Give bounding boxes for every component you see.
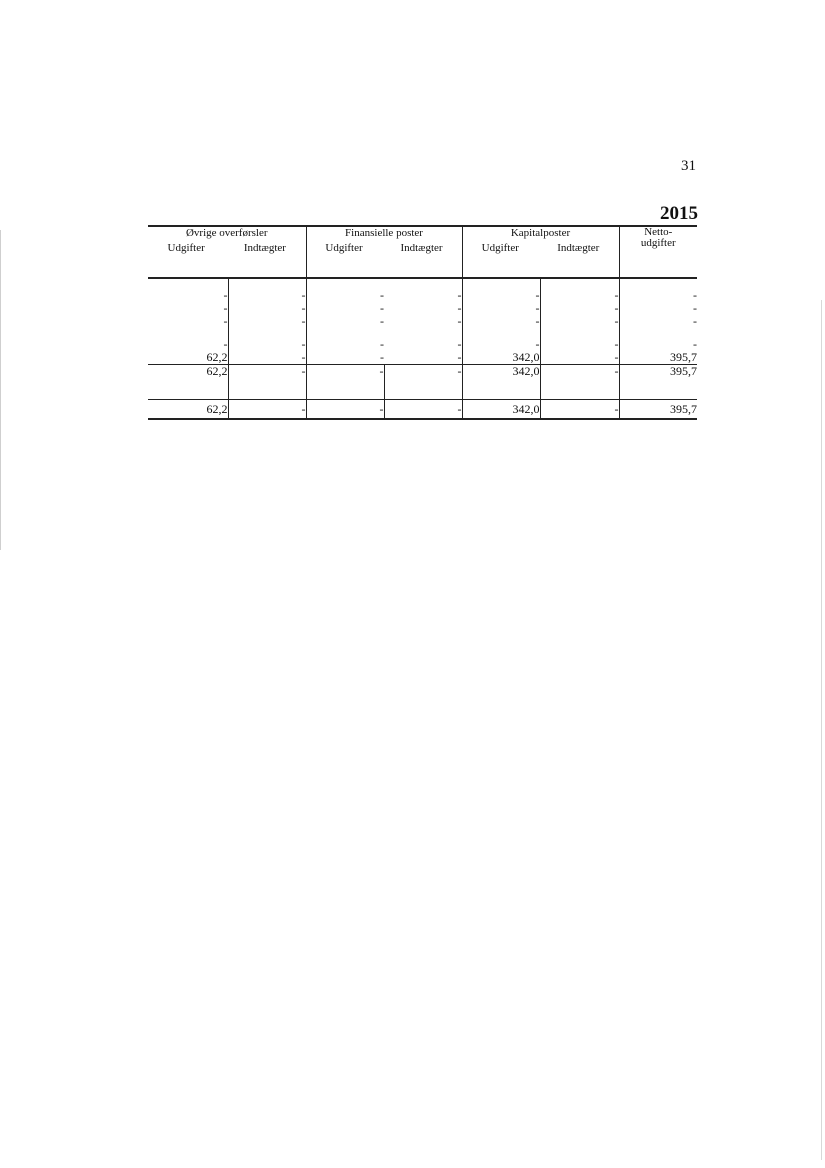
subheader-udgifter: Udgifter	[325, 242, 363, 254]
table-cell: -	[384, 338, 462, 351]
table-cell: -	[306, 400, 384, 420]
table-cell: -	[306, 365, 384, 400]
subheader-indtaegter: Indtægter	[243, 242, 286, 254]
subheader-udgifter: Udgifter	[167, 242, 205, 254]
total-row	[148, 400, 697, 420]
page-number: 31	[681, 158, 696, 174]
table-cell: -	[380, 314, 384, 328]
table-row	[148, 315, 697, 328]
table-cell: 62,2	[148, 400, 228, 420]
group-title: Finansielle poster	[345, 227, 423, 239]
group-title: Øvrige overførsler	[185, 227, 268, 239]
subheader-udgifter: Udgifter	[481, 242, 519, 254]
table-cell: -	[380, 301, 384, 315]
table-cell: -	[540, 289, 619, 302]
table-cell: 342,0	[462, 400, 540, 420]
table-cell: -	[380, 288, 384, 302]
table-cell: -	[380, 337, 384, 351]
table-cell: 342,0	[462, 351, 540, 365]
table-cell: -	[384, 351, 462, 365]
table-cell: -	[540, 315, 619, 328]
budget-table	[148, 225, 697, 420]
table-cell: -	[384, 289, 462, 302]
table-cell: 62,2	[148, 365, 228, 400]
table-cell: -	[384, 365, 462, 400]
table-cell: -	[148, 289, 228, 302]
table-cell: -	[693, 288, 697, 302]
table-cell: -	[462, 315, 540, 328]
table-cell: -	[540, 351, 619, 365]
table-cell: -	[228, 289, 306, 302]
subheader-indtaegter: Indtægter	[557, 242, 600, 254]
scan-edge-right	[821, 300, 822, 1160]
group-header-finansielle	[306, 226, 462, 278]
table-cell: -	[693, 301, 697, 315]
table-cell: -	[540, 400, 619, 420]
table-cell: -	[148, 302, 228, 315]
table-cell: -	[228, 365, 306, 400]
table-cell: -	[693, 337, 697, 351]
table-cell: 62,2	[148, 351, 228, 365]
table-cell: -	[228, 302, 306, 315]
netto-header-line1: Netto-	[644, 226, 673, 238]
table-cell: -	[462, 302, 540, 315]
header-row	[148, 226, 697, 278]
group-header-ovrige	[148, 226, 306, 278]
table-cell: -	[540, 338, 619, 351]
table-cell: 395,7	[619, 400, 697, 420]
netto-header-line2: udgifter	[640, 237, 676, 249]
table-cell: -	[540, 365, 619, 400]
netto-header	[619, 226, 697, 278]
table-cell: -	[228, 351, 306, 365]
budget-table-container	[148, 225, 697, 420]
table-cell: 395,7	[670, 364, 697, 378]
table-cell: -	[384, 400, 462, 420]
table-cell: -	[693, 314, 697, 328]
table-cell: -	[384, 302, 462, 315]
subheader-indtaegter: Indtægter	[400, 242, 443, 254]
table-cell: -	[228, 400, 306, 420]
table-cell: 395,7	[619, 351, 697, 365]
table-cell: 342,0	[462, 365, 540, 400]
table-cell: -	[384, 315, 462, 328]
scan-edge-left	[0, 230, 1, 550]
table-cell: -	[228, 338, 306, 351]
table-row	[148, 351, 697, 365]
table-cell: -	[148, 338, 228, 351]
year-heading: 2015	[660, 203, 698, 224]
table-cell: -	[540, 302, 619, 315]
table-cell: -	[462, 289, 540, 302]
group-header-kapitalposter	[462, 226, 619, 278]
table-cell: -	[228, 315, 306, 328]
table-cell: -	[306, 351, 384, 365]
subtotal-row	[148, 365, 697, 400]
table-cell: -	[148, 315, 228, 328]
table-cell: -	[462, 338, 540, 351]
group-title: Kapitalposter	[510, 227, 571, 239]
